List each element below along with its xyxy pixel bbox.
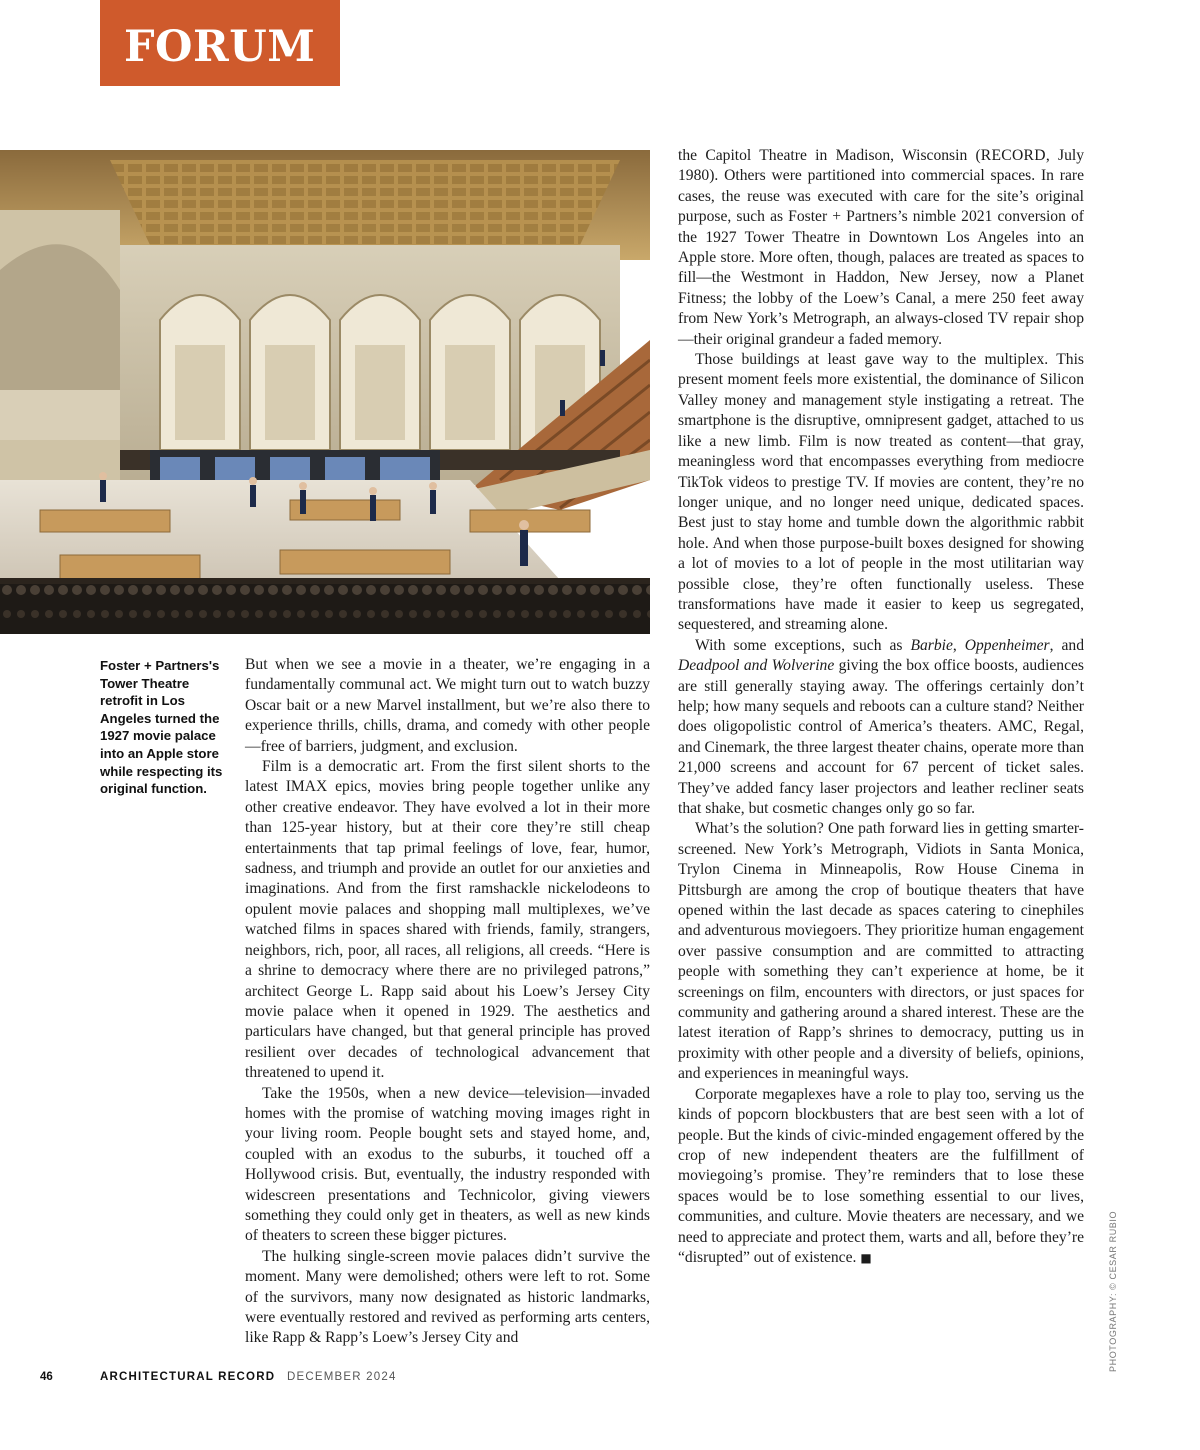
article-paragraph: But when we see a movie in a theater, we’re engaging in a fundamentally communal act. We might turn out to watch buzzy Oscar bait or a new Marvel installment, but we’re also there to experience thrills, chills, drama, and comedy with other people—free of barriers, judgment, and exclusion.: [245, 656, 650, 755]
article-photo: [0, 150, 650, 634]
record-smallcaps: RECORD: [980, 147, 1046, 164]
text-run: With some exceptions, such as: [695, 636, 911, 654]
page-number: 46: [40, 1371, 53, 1383]
article-column-1: [245, 655, 650, 1349]
article-paragraph: What’s the solution? One path forward lies in getting smarter-screened. New York’s Metrograph, Vidiots in Santa Monica, Trylon Cinema in Minneapolis, Row House Cinema in Pittsburgh are among the crop of boutique theaters that have opened within the last decade as spaces catering to cinephiles and adventurous moviegoers. They prioritize human engagement over passive consumption and are committed to attracting people with something they can’t experience at home, be it screenings on film, encounters with directors, or just spaces for community and gathering around a shared interest. These are the latest iteration of Rapp’s shrines to democracy, putting us in proximity with other people and a diversity of beliefs, opinions, and experiences in meaningful ways.: [678, 820, 1084, 1083]
text-run: ,: [952, 636, 965, 654]
article-paragraph: [678, 1085, 1084, 1269]
photo-caption: Foster + Partners's Tower Theatre retrofit in Los Angeles turned the 1927 movie palace into an Apple store while respecting its original function.: [100, 658, 223, 797]
article-paragraph: Take the 1950s, when a new device—television—invaded homes with the promise of watching moving images right in your living room. People bought sets and stayed home, and, coupled with an exodus to the suburbs, it touched off a Hollywood crisis. But, eventually, the industry responded with widescreen presentations and Technicolor, giving viewers something they could only get in theaters, as well as new kinds of theaters to screen these bigger pictures.: [245, 1084, 650, 1245]
magazine-name: ARCHITECTURAL RECORD: [100, 1371, 276, 1383]
article-paragraph: Film is a democratic art. From the first silent shorts to the latest IMAX epics, movies bring people together unlike any other creative endeavor. They have evolved a lot in their more than 125-year history, but at their core they’re still cheap entertainments that tap primal feelings of love, fear, humor, sadness, and triumph and provide an outlet for our anxieties and imaginations. And from the first ramshackle nickelodeons to opulent movie palaces and shopping mall multiplexes, we’ve watched films in spaces shared with friends, family, strangers, neighbors, rich, poor, all races, all religions, all creeds. “Here is a shrine to democracy where there are no privileged patrons,” architect George L. Rapp said about his Loew’s Jersey City movie palace when it opened in 1929. The aesthetics and particulars have changed, but that general principle has proved resilient over decades of technological advancement that threatened to upend it.: [245, 758, 650, 1082]
article-column-2: [678, 146, 1084, 1268]
section-banner: [100, 0, 340, 86]
text-run: Corporate megaplexes have a role to play too, serving us the kinds of popcorn blockbusters that are best seen with a lot of people. But the kinds of civic-minded engagement offered by the crop of new independent theaters are the fulfillment of moviegoing’s promise. They’re reminders that to lose these spaces would be to lose something essential to our lives, communities, and culture. Movie theaters are necessary, and we need to appreciate and protect them, warts and all, before they’re “disrupted” out of existence.: [678, 1085, 1084, 1266]
issue-date: DECEMBER 2024: [287, 1371, 397, 1383]
text-run: giving the box office boosts, audiences are still generally staying away. The offerings certainly don’t help; how many sequels and reboots can a culture stand? Neither does oligopolistic control of America’s theaters. AMC, Regal, and Cinemark, the three largest theater chains, operate more than 21,000 screens and account for 67 percent of ticket sales. They’ve added fancy laser projectors and leather recliner seats that shake, but cosmetic changes only go so far.: [678, 657, 1084, 817]
end-mark-icon: ■: [860, 1250, 872, 1265]
text-run: , and: [1049, 636, 1084, 654]
theater-interior-illustration: [0, 150, 650, 634]
text-run: , July 1980). Others were partitioned into commercial spaces. In rare cases, the reuse was executed with care for the site’s original purpose, such as Foster + Partners’s nimble 2021 conversion of the 1927 Tower Theatre in Downtown Los Angeles into an Apple store. More often, though, palaces are treated as spaces to fill—the Westmont in Haddon, New Jersey, now a Planet Fitness; the lobby of the Loew’s Canal, a mere 250 feet away from New York’s Metrograph, an always-closed TV repair shop—their original grandeur a faded memory.: [678, 147, 1084, 348]
section-title: FORUM: [124, 22, 316, 72]
film-title: Deadpool and Wolverine: [678, 657, 835, 675]
page-footer: [0, 1371, 1200, 1387]
film-title: Oppenheimer: [964, 636, 1050, 654]
film-title: Barbie: [910, 636, 953, 654]
article-paragraph: [678, 636, 1084, 820]
text-run: the Capitol Theatre in Madison, Wisconsin (: [678, 147, 981, 164]
article-paragraph: The hulking single-screen movie palaces didn’t survive the moment. Many were demolished; others were left to rot. Some of the survivors, many now designated as historic landmarks, were eventually restored and revived as performing arts centers, like Rapp & Rapp’s Loew’s Jersey City and: [245, 1247, 650, 1347]
photo-credit: PHOTOGRAPHY: © CESAR RUBIO: [1108, 1210, 1118, 1372]
article-paragraph: [678, 146, 1084, 350]
article-paragraph: Those buildings at least gave way to the multiplex. This present moment feels more existential, the dominance of Silicon Valley money and management style instigating a retreat. The smartphone is the disruptive, omnipresent gadget, attached to us like a new limb. Film is now treated as content—that gray, meaningless word that encompasses everything from mediocre TikTok videos to prestige TV. If movies are content, they’re no longer unique, and no longer need unique, dedicated spaces. Best just to stay home and tumble down the algorithmic rabbit hole. And when those purpose-built boxes designed for showing a lot of movies to a lot of people in the most utilitarian way possible close, they’re often functionally useless. These transformations have made it easier to keep us segregated, sequestered, and streaming alone.: [678, 351, 1084, 634]
